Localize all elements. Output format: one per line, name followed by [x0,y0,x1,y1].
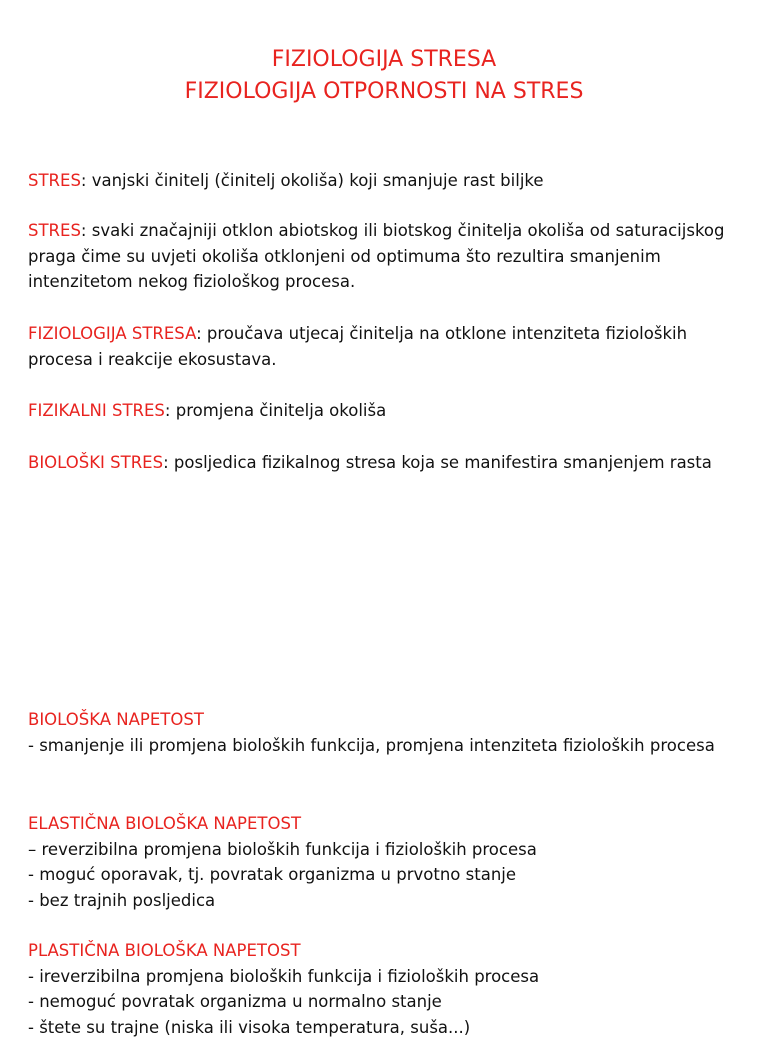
section-item: - štete su trajne (niska ili visoka temperatura, suša...) [28,1015,746,1040]
title-line-1: FIZIOLOGIJA STRESA [0,44,768,76]
section-item: - nemoguć povratak organizma u normalno stanje [28,989,746,1015]
definition-term: STRES [28,171,81,190]
definition-text: : posljedica fizikalnog stresa koja se manifestira smanjenjem rasta [163,453,712,472]
definition-term: BIOLOŠKI STRES [28,453,163,472]
definition-bioloski-stres [28,450,746,476]
section-heading: PLASTIČNA BIOLOŠKA NAPETOST [28,938,746,964]
section-plasticna-napetost [28,938,746,1040]
definition-text: : promjena činitelja okoliša [165,401,386,420]
definition-term: FIZIOLOGIJA STRESA [28,324,196,343]
section-heading: BIOLOŠKA NAPETOST [28,707,746,733]
definition-stres-1 [28,168,746,194]
title-line-2: FIZIOLOGIJA OTPORNOSTI NA STRES [0,76,768,108]
section-item: - ireverzibilna promjena bioloških funkcija i fizioloških procesa [28,964,746,990]
definition-fizikalni-stres [28,398,746,424]
definition-term: FIZIKALNI STRES [28,401,165,420]
section-heading: ELASTIČNA BIOLOŠKA NAPETOST [28,811,746,837]
definition-text: : proučava utjecaj činitelja na otklone intenziteta fizioloških procesa i reakcije ekosustava. [28,324,687,369]
document-title [0,44,768,108]
section-elasticna-napetost [28,811,746,913]
section-item: - moguć oporavak, tj. povratak organizma u prvotno stanje [28,862,746,888]
definition-text: : vanjski činitelj (činitelj okoliša) koji smanjuje rast biljke [81,171,544,190]
section-item: - smanjenje ili promjena bioloških funkcija, promjena intenziteta fizioloških procesa [28,733,746,759]
section-item: – reverzibilna promjena bioloških funkcija i fizioloških procesa [28,837,746,863]
definition-term: STRES [28,221,81,240]
definition-stres-2 [28,218,746,295]
section-bioloska-napetost [28,707,746,758]
definition-fiziologija-stresa [28,321,746,372]
definition-text: : svaki značajniji otklon abiotskog ili biotskog činitelja okoliša od saturacijskog praga čime su uvjeti okoliša otklonjeni od optimuma što rezultira smanjenim intenzitetom nekog fiziološkog procesa. [28,221,724,291]
section-item: - bez trajnih posljedica [28,888,746,914]
